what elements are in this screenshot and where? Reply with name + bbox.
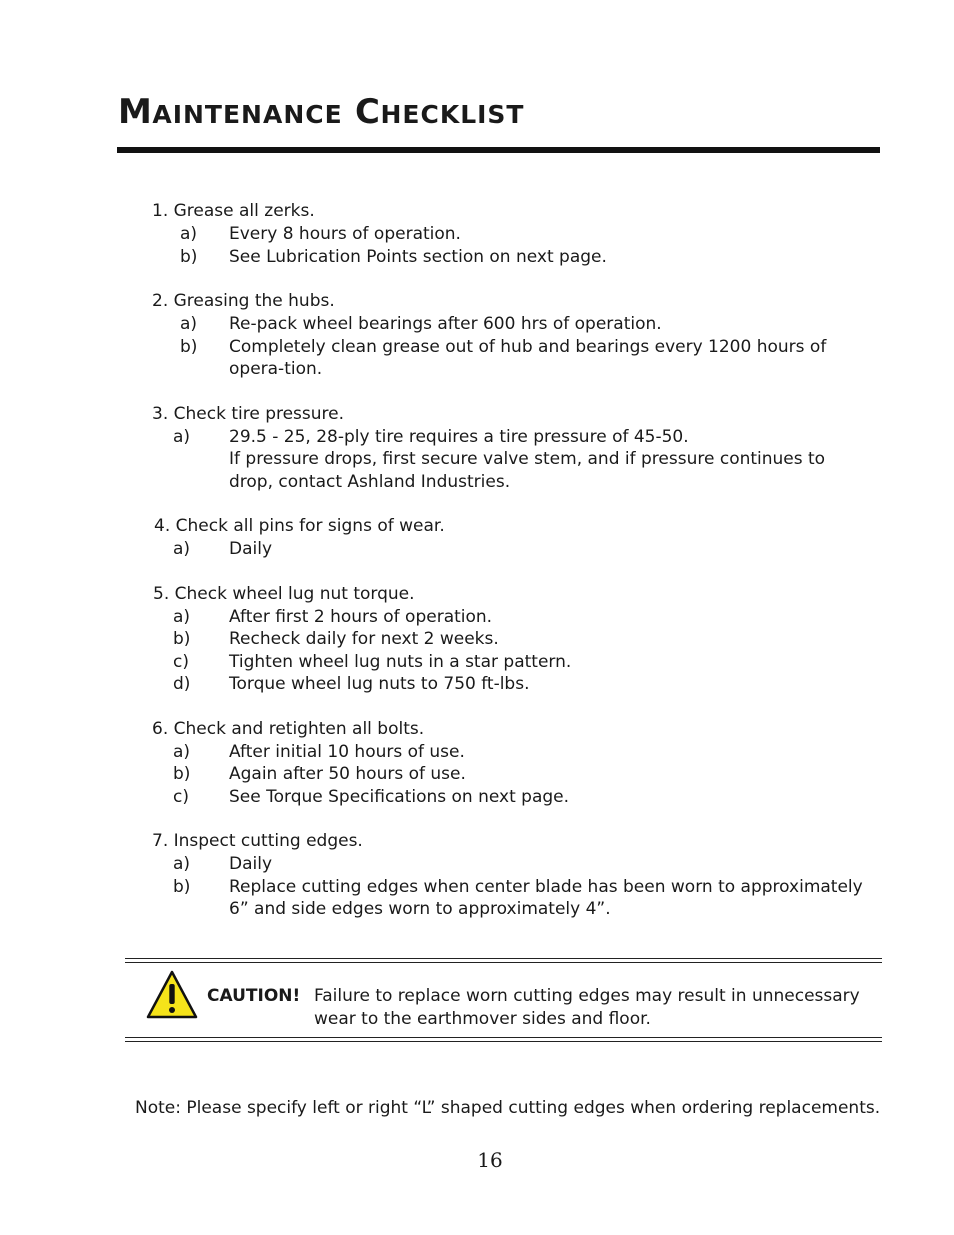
sub-item-marker: a) bbox=[173, 426, 191, 447]
sub-item-marker: b) bbox=[173, 876, 191, 897]
sub-item bbox=[0, 651, 954, 674]
sub-item-text: Daily bbox=[229, 539, 273, 559]
sub-item bbox=[0, 628, 954, 651]
sub-item-marker: c) bbox=[173, 651, 189, 672]
sub-item bbox=[0, 853, 954, 876]
title-word-rest-1: AINTENANCE bbox=[152, 100, 343, 129]
sub-item-marker: a) bbox=[173, 854, 191, 874]
sub-item-text: See Lubrication Points section on next page. bbox=[229, 246, 607, 267]
sub-item-marker: a) bbox=[180, 224, 198, 244]
title-word-rest-2: HECKLIST bbox=[380, 100, 525, 129]
title-initial-m: M bbox=[118, 92, 153, 132]
caution-bottom-rule bbox=[125, 1037, 882, 1038]
sub-item-text: Tighten wheel lug nuts in a star pattern. bbox=[229, 651, 572, 672]
sub-item-text: 29.5 - 25, 28-ply tire requires a tire pressure of 45-50. bbox=[229, 426, 689, 447]
sub-item bbox=[0, 313, 954, 336]
sub-item bbox=[0, 246, 954, 269]
item-heading: 4. Check all pins for signs of wear. bbox=[154, 516, 445, 536]
caution-text: Failure to replace worn cutting edges may result in unnecessary wear to the earthmover sides and floor. bbox=[314, 986, 860, 1029]
sub-item bbox=[0, 223, 954, 246]
sub-item bbox=[0, 763, 954, 786]
sub-item-marker: c) bbox=[173, 786, 189, 807]
sub-item bbox=[0, 673, 954, 696]
sub-item-text: Completely clean grease out of hub and bearings every 1200 hours of opera-tion. bbox=[229, 336, 827, 379]
sub-item bbox=[0, 538, 954, 561]
sub-item bbox=[0, 786, 954, 809]
title-underline-rule bbox=[117, 147, 880, 153]
sub-item-text: Recheck daily for next 2 weeks. bbox=[229, 629, 499, 649]
item-heading: 3. Check tire pressure. bbox=[152, 403, 345, 424]
sub-item-text: See Torque Specifications on next page. bbox=[229, 786, 570, 807]
sub-item-marker: b) bbox=[173, 764, 191, 784]
sub-item-marker: a) bbox=[180, 314, 198, 334]
sub-item bbox=[0, 426, 954, 449]
caution-label: CAUTION! bbox=[207, 986, 301, 1006]
checklist-item-7 bbox=[0, 830, 954, 921]
item-heading: 2. Greasing the hubs. bbox=[152, 291, 335, 311]
checklist-item-3 bbox=[0, 403, 954, 494]
page-number: 16 bbox=[477, 1148, 503, 1172]
checklist-item-5 bbox=[0, 583, 954, 696]
sub-item-text: Every 8 hours of operation. bbox=[229, 224, 461, 244]
checklist-item-1 bbox=[0, 200, 954, 268]
caution-top-rule-inner bbox=[125, 962, 882, 963]
sub-item-marker: b) bbox=[180, 336, 198, 357]
sub-item-text: Replace cutting edges when center blade has been worn to approximately 6” and side edges worn to approximately 4”. bbox=[229, 876, 863, 919]
checklist bbox=[0, 200, 954, 943]
item-heading: 5. Check wheel lug nut torque. bbox=[153, 583, 415, 604]
page-title bbox=[118, 92, 524, 132]
warning-triangle-icon bbox=[146, 970, 198, 1020]
caution-bottom-rule-inner bbox=[125, 1041, 882, 1042]
sub-item bbox=[0, 876, 954, 921]
sub-item bbox=[0, 741, 954, 764]
item-heading: 1. Grease all zerks. bbox=[152, 201, 315, 221]
sub-item-continuation: If pressure drops, first secure valve stem, and if pressure continues to drop, contact Ashland Industries. bbox=[229, 449, 826, 492]
sub-item-text: After first 2 hours of operation. bbox=[229, 606, 493, 627]
sub-item-marker: a) bbox=[173, 539, 191, 559]
sub-item-text: Re-pack wheel bearings after 600 hrs of operation. bbox=[229, 314, 662, 334]
sub-item bbox=[0, 606, 954, 629]
sub-item-marker: b) bbox=[173, 629, 191, 649]
checklist-item-2 bbox=[0, 290, 954, 381]
caution-top-rule bbox=[125, 958, 882, 959]
sub-item-marker: a) bbox=[173, 606, 191, 627]
title-initial-c: C bbox=[355, 92, 381, 132]
sub-item-text: Torque wheel lug nuts to 750 ft-lbs. bbox=[229, 674, 530, 694]
sub-item-text: Again after 50 hours of use. bbox=[229, 764, 466, 784]
sub-item-marker: d) bbox=[173, 674, 191, 694]
ordering-note: Note: Please specify left or right “L” shaped cutting edges when ordering replacements. bbox=[135, 1098, 881, 1118]
sub-item-text: Daily bbox=[229, 854, 273, 874]
item-heading: 6. Check and retighten all bolts. bbox=[152, 718, 425, 739]
sub-item bbox=[0, 336, 954, 381]
item-heading: 7. Inspect cutting edges. bbox=[152, 831, 363, 851]
sub-item-marker: b) bbox=[180, 246, 198, 267]
sub-item-marker: a) bbox=[173, 741, 191, 762]
sub-item-text: After initial 10 hours of use. bbox=[229, 741, 465, 762]
checklist-item-6 bbox=[0, 718, 954, 809]
checklist-item-4 bbox=[0, 515, 954, 561]
